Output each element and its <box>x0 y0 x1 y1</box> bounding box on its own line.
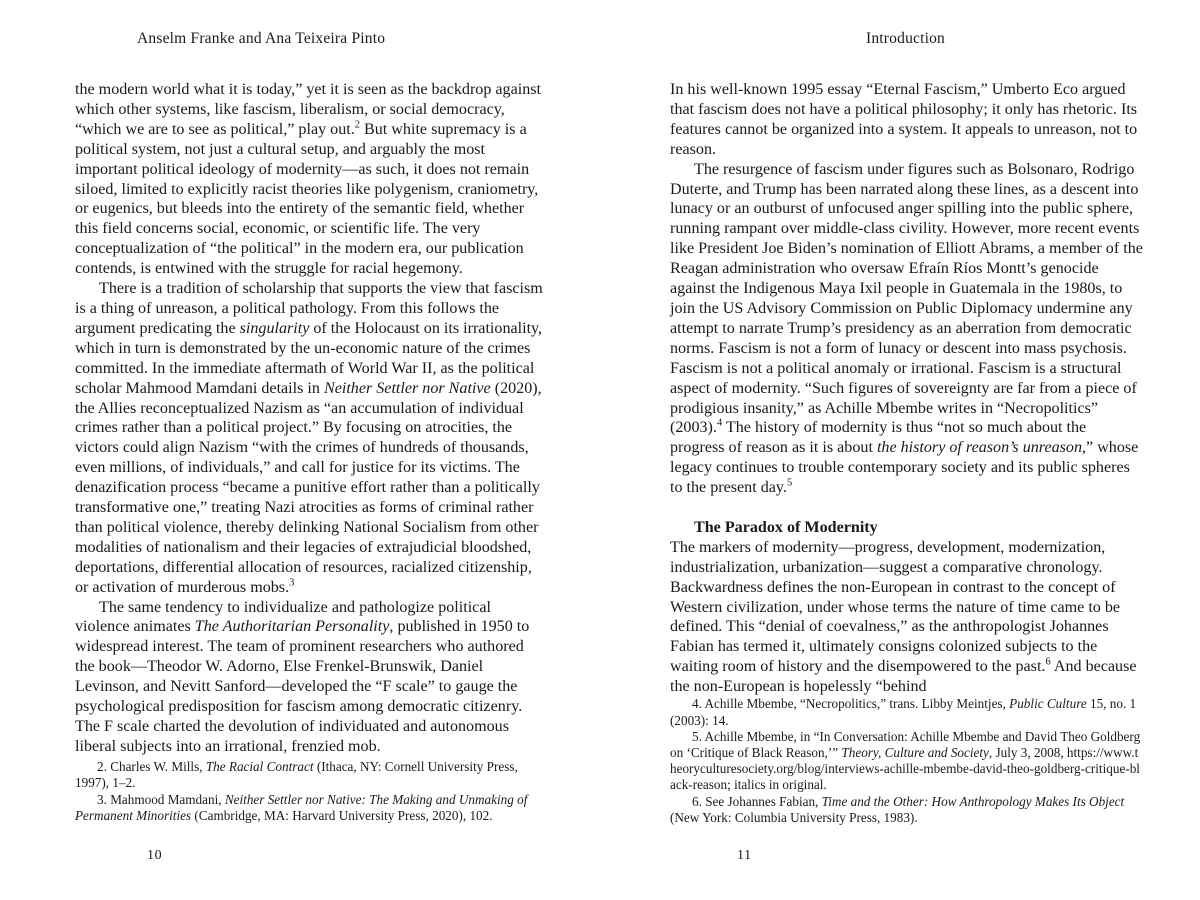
paragraph: the modern world what it is today,” yet it is seen as the backdrop against which other systems, like fascism, liberalism, or social democracy, “which we are to see as political,” play out.$^2$ But white supremacy is a political system, not just a cultural setup, and arguably the most important political ideology of modernity—as such, it does not remain siloed, limited to explicitly racist theories like polygenism, craniometry, or eugenics, but bleeds into the entirety of the semantic field, whether this field concerns social, economic, or scientific life. The very conceptualization of “the political” in the modern era, our publication contends, is entwined with the struggle for racial hegemony. <box>75 81 542 278</box>
body-text-left <box>75 80 545 757</box>
page-right <box>600 0 1200 900</box>
footnote: 5. Achille Mbembe, in “In Conversation: Achille Mbembe and David Theo Goldberg on ‘Critique of Black Reason,’” Theory, Culture and Society, July 3, 2008, https://www.theoryculturesociety.org/blog/interviews-achille-mbembe-david-theo-goldberg-critique-black-reason; italics in original. <box>670 728 1141 793</box>
footnote: 3. Mahmood Mamdani, Neither Settler nor Native: The Making and Unmaking of Permanent Minorities (Cambridge, MA: Harvard University Press, 2020), 102. <box>75 791 528 823</box>
body-text-right <box>670 80 1143 697</box>
paragraph: The resurgence of fascism under figures such as Bolsonaro, Rodrigo Duterte, and Trump has been narrated along these lines, as a descent into lunacy or an outburst of unfocused anger spilling into the public sphere, running rampant over middle-class civility. However, more recent events like President Joe Biden’s nomination of Elliott Abrams, a member of the Reagan administration who oversaw Efraín Ríos Montt’s genocide against the Indigenous Maya Ixil people in Guatemala in the 1980s, to join the US Advisory Commission on Public Diplomacy undermine any attempt to narrate Trump’s presidency as an aberration from democratic norms. Fascism is not a form of lunacy or descent into mass psychosis. Fascism is not a political anomaly or irrational. Fascism is a structural aspect of modernity. “Such figures of sovereignty are far from a piece of prodigious insanity,” as Achille Mbembe writes in “Necropolitics” (2003).$^4$ The history of modernity is thus “not so much about the progress of reason as it is about the history of reason’s unreason,” whose legacy continues to trouble contemporary society and its public spheres to the present day.$^5$ <box>670 160 1143 497</box>
footnote: 6. See Johannes Fabian, Time and the Other: How Anthropology Makes Its Object (New York: Columbia University Press, 1983). <box>670 793 1125 825</box>
folio-left: 10 <box>147 848 163 863</box>
running-head-left: Anselm Franke and Ana Teixeira Pinto <box>137 30 386 47</box>
footnote: 4. Achille Mbembe, “Necropolitics,” trans. Libby Meintjes, Public Culture 15, no. 1 (2003): 14. <box>670 696 1137 728</box>
folio-right: 11 <box>737 848 752 863</box>
paragraph: The markers of modernity—progress, development, modernization, industrialization, urbanization—suggest a comparative chronology. Backwardness defines the non-European in contrast to the concept of Western civilization, under whose terms the nature of time came to be defined. This “denial of coevalness,” as the anthropologist Johannes Fabian has termed it, ultimately consigns colonized subjects to the waiting room of history and the disempowered to the past.$^6$ And because the non-European is hopelessly “behind <box>670 538 1137 696</box>
paragraph: There is a tradition of scholarship that supports the view that fascism is a thing of unreason, a political pathology. From this follows the argument predicating the singularity of the Holocaust on its irrationality, which in turn is demonstrated by the un-economic nature of the crimes committed. In the immediate aftermath of World War II, as the political scholar Mahmood Mamdani details in Neither Settler nor Native (2020), the Allies reconceptualized Nazism as “an accumulation of individual crimes rather than a political project.” By focusing on atrocities, the victors could align Nazism “with the crimes of hundreds of thousands, even millions, of individuals,” and call for justice for its victims. The denazification process “became a punitive effort rather than a politically transformative one,” treating Nazi atrocities as forms of criminal rather than political violence, thereby delinking National Socialism from other modalities of nationalism and their legacies of extrajudicial bloodshed, deportations, differential allocation of resources, racialized citizenship, or activation of murderous mobs.$^3$ <box>75 280 543 596</box>
footnote: 2. Charles W. Mills, The Racial Contract (Ithaca, NY: Cornell University Press, 1997), 1–2. <box>75 759 518 791</box>
section-heading: The Paradox of Modernity <box>694 518 878 536</box>
paragraph: In his well-known 1995 essay “Eternal Fascism,” Umberto Eco argued that fascism does not have a political philosophy; it only has rhetoric. Its features cannot be organized into a system. It appeals to unreason, not to reason. <box>670 81 1138 158</box>
footnotes-right <box>670 696 1143 826</box>
paragraph: The same tendency to individualize and pathologize political violence animates The Authoritarian Personality, published in 1950 to widespread interest. The team of prominent researchers who authored the book—Theodor W. Adorno, Else Frenkel-Brunswik, Daniel Levinson, and Nevitt Sanford—developed the “F scale” to gauge the psychological predisposition for fascism among democratic citizenry. The F scale charted the devolution of individuated and autonomous liberal subjects into an irrational, frenzied mob. <box>75 598 530 755</box>
footnotes-left <box>75 759 545 824</box>
running-head-right: Introduction <box>865 30 946 47</box>
